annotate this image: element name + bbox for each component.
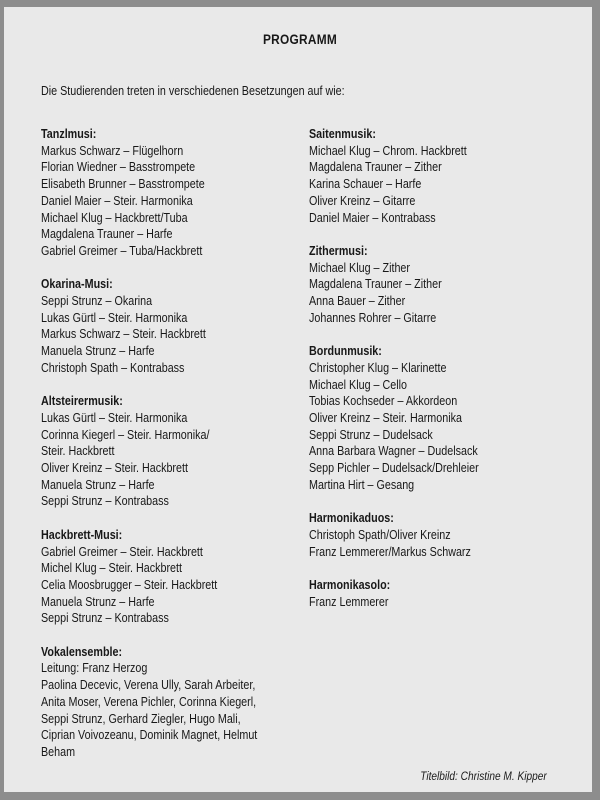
member-line: Elisabeth Brunner – Basstrompete xyxy=(41,177,205,192)
member-line: Anna Barbara Wagner – Dudelsack xyxy=(309,444,478,459)
member-line: Daniel Maier – Kontrabass xyxy=(309,210,436,225)
member-line: Magdalena Trauner – Zither xyxy=(309,277,442,292)
ensemble-heading: Saitenmusik: xyxy=(309,127,376,141)
ensemble-section xyxy=(309,243,479,327)
ensemble-section xyxy=(309,577,479,610)
ensemble-section xyxy=(309,343,479,493)
ensemble-section xyxy=(41,644,257,761)
member-line: Seppi Strunz, Gerhard Ziegler, Hugo Mali, xyxy=(41,711,241,726)
member-line: Ciprian Voivozeanu, Dominik Magnet, Helmut xyxy=(41,728,258,743)
member-line: Christoph Spath – Kontrabass xyxy=(41,360,185,375)
member-line: Christoph Spath/Oliver Kreinz xyxy=(309,527,451,542)
member-line: Michael Klug – Zither xyxy=(309,260,410,275)
member-line: Lukas Gürtl – Steir. Harmonika xyxy=(41,310,188,325)
ensemble-heading: Hackbrett-Musi: xyxy=(41,527,123,542)
ensemble-heading: Bordunmusik: xyxy=(309,344,382,359)
member-line: Manuela Strunz – Harfe xyxy=(41,477,155,492)
member-line: Celia Moosbrugger – Steir. Hackbrett xyxy=(41,577,218,592)
member-line: Oliver Kreinz – Gitarre xyxy=(309,193,416,208)
column-left xyxy=(41,126,257,777)
member-line: Gabriel Greimer – Tuba/Hackbrett xyxy=(41,243,203,258)
member-line: Michael Klug – Chrom. Hackbrett xyxy=(309,143,467,158)
member-line: Magdalena Trauner – Zither xyxy=(309,160,442,175)
member-line: Anita Moser, Verena Pichler, Corinna Kiegerl, xyxy=(41,694,257,709)
ensemble-section xyxy=(41,527,257,627)
member-line: Markus Schwarz – Steir. Hackbrett xyxy=(41,327,206,342)
intro-text: Die Studierenden treten in verschiedenen Besetzungen auf wie: xyxy=(41,84,345,98)
ensemble-section xyxy=(41,276,257,376)
member-line: Tobias Kochseder – Akkordeon xyxy=(309,394,458,409)
member-line: Johannes Rohrer – Gitarre xyxy=(309,310,437,325)
member-line: Corinna Kiegerl – Steir. Harmonika/ xyxy=(41,427,210,442)
member-line: Franz Lemmerer/Markus Schwarz xyxy=(309,544,471,559)
ensemble-heading: Harmonikasolo: xyxy=(309,577,391,592)
ensemble-section xyxy=(309,510,479,560)
page-title: PROGRAMM xyxy=(262,32,338,47)
member-line: Seppi Strunz – Kontrabass xyxy=(41,611,169,626)
ensemble-heading: Okarina-Musi: xyxy=(41,277,113,292)
member-line: Martina Hirt – Gesang xyxy=(309,477,415,492)
member-line: Karina Schauer – Harfe xyxy=(309,177,422,192)
ensemble-heading: Vokalensemble: xyxy=(41,644,123,659)
ensemble-section xyxy=(41,126,257,260)
member-line: Manuela Strunz – Harfe xyxy=(41,594,155,609)
member-line: Paolina Decevic, Verena Ully, Sarah Arbeiter, xyxy=(41,678,256,693)
ensemble-heading: Zithermusi: xyxy=(309,243,368,258)
member-line: Daniel Maier – Steir. Harmonika xyxy=(41,193,193,208)
ensemble-section xyxy=(41,393,257,510)
member-line: Seppi Strunz – Okarina xyxy=(41,294,153,309)
column-right xyxy=(309,126,479,627)
member-line: Michael Klug – Cello xyxy=(309,377,407,392)
member-line: Sepp Pichler – Dudelsack/Drehleier xyxy=(309,461,479,476)
member-line: Christopher Klug – Klarinette xyxy=(309,360,447,375)
member-line: Beham xyxy=(41,744,76,759)
member-line: Markus Schwarz – Flügelhorn xyxy=(41,143,184,158)
member-line: Franz Lemmerer xyxy=(309,594,389,609)
member-line: Florian Wiedner – Basstrompete xyxy=(41,160,196,175)
member-line: Oliver Kreinz – Steir. Hackbrett xyxy=(41,461,188,476)
ensemble-section xyxy=(309,126,479,226)
ensemble-heading: Altsteirermusik: xyxy=(41,394,123,409)
member-line: Michel Klug – Steir. Hackbrett xyxy=(41,561,183,576)
member-line: Gabriel Greimer – Steir. Hackbrett xyxy=(41,544,203,559)
member-line: Oliver Kreinz – Steir. Harmonika xyxy=(309,410,462,425)
member-line: Leitung: Franz Herzog xyxy=(41,661,148,676)
member-line: Manuela Strunz – Harfe xyxy=(41,344,155,359)
member-line: Seppi Strunz – Kontrabass xyxy=(41,494,169,509)
footer-credit: Titelbild: Christine M. Kipper xyxy=(420,771,547,783)
ensemble-heading: Tanzlmusi: xyxy=(41,127,97,141)
member-line: Michael Klug – Hackbrett/Tuba xyxy=(41,210,188,225)
ensemble-heading: Harmonikaduos: xyxy=(309,511,394,526)
member-line: Lukas Gürtl – Steir. Harmonika xyxy=(41,410,188,425)
member-line: Magdalena Trauner – Harfe xyxy=(41,227,173,242)
member-line: Seppi Strunz – Dudelsack xyxy=(309,427,433,442)
member-line: Anna Bauer – Zither xyxy=(309,294,406,309)
member-line: Steir. Hackbrett xyxy=(41,444,115,459)
